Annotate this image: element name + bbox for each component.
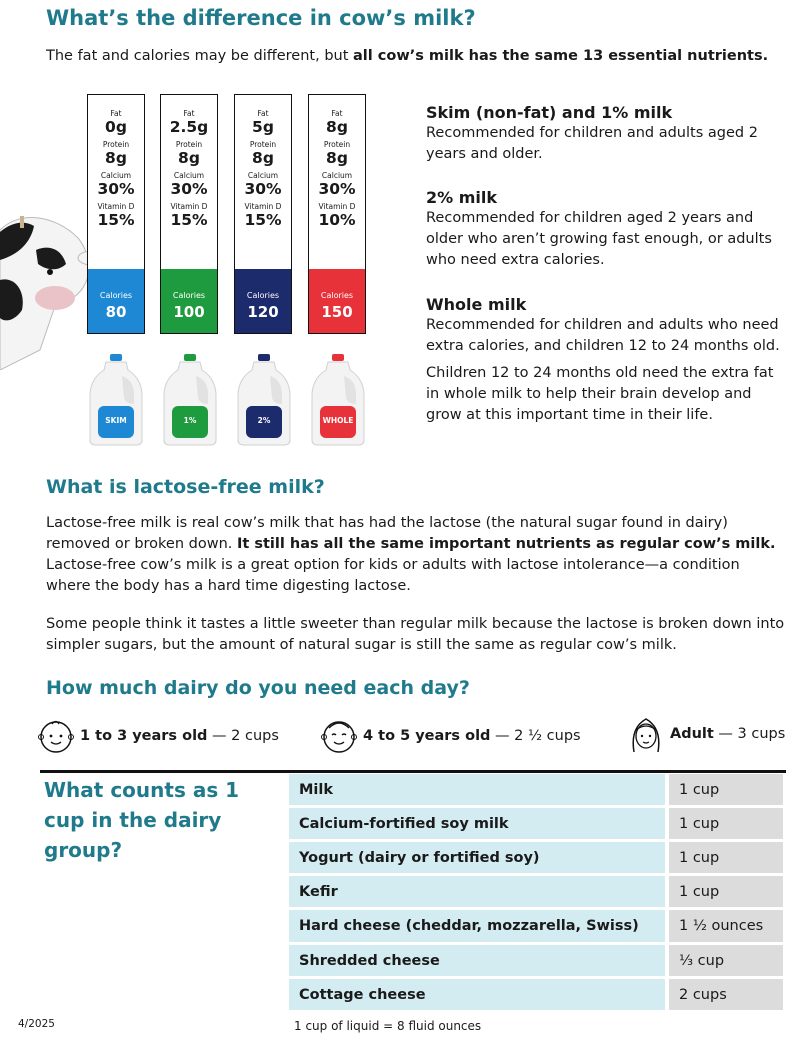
amount-cell: 1 cup (669, 774, 783, 805)
protein-label: Protein (175, 140, 203, 149)
nutrition-column (160, 94, 218, 334)
cup-note: 1 cup of liquid = 8 fluid ounces (294, 1019, 482, 1033)
calories-value: 80 (105, 303, 127, 321)
amount-cell: ⅓ cup (669, 945, 783, 976)
rec-whole: Whole milk Recommended for children and adults who need extra calories, and children 12 to 24 months old. Children 12 to 24 months old need the extra fat in whole milk to help their brain develop and grow at this important time in their life. (426, 295, 780, 423)
lactose-p2: Some people think it tastes a little sweeter than regular milk because the lactose is broken down into simpler sugars, but the amount of natural sugar is still the same as regular cow’s milk. (46, 616, 785, 653)
calories-box (88, 269, 144, 333)
table-row (289, 979, 783, 1010)
calories-label: Calories (246, 291, 280, 300)
footer-date: 4/2025 (18, 1018, 55, 1030)
nutrition-column (87, 94, 145, 334)
protein-value: 8g (326, 149, 348, 167)
calories-value: 100 (173, 303, 205, 321)
calories-value: 120 (247, 303, 279, 321)
amount-cell: 1 cup (669, 808, 783, 839)
jug-label: 2% (257, 416, 271, 425)
calcium-label: Calcium (100, 171, 132, 180)
fat-label: Fat (331, 109, 343, 118)
milk-jug (86, 354, 146, 446)
table-row (289, 774, 783, 805)
food-cell: Kefir (289, 876, 665, 907)
jug-label: 1% (183, 416, 197, 425)
fat-value: 5g (252, 118, 274, 136)
calories-box (309, 269, 365, 333)
rec-2pct: 2% milk Recommended for children aged 2 years and older who aren’t growing fast enough, or adults who need extra calories. (426, 188, 772, 268)
protein-value: 8g (105, 149, 127, 167)
lactose-p1: Lactose-free milk is real cow’s milk that has had the lactose (the natural sugar found in dairy) removed or broken down. It still has all the same important nutrients as regular cow’s milk. Lactose-free cow’s milk is a great option for kids or adults with lactose intolerance—a condition where the body has a hard time digesting lactose. (46, 515, 776, 594)
amount-cell: 2 cups (669, 979, 783, 1010)
section-divider (40, 770, 786, 773)
daily-title: How much dairy do you need each day? (46, 677, 470, 699)
calories-value: 150 (321, 303, 353, 321)
calcium-label: Calcium (247, 171, 279, 180)
jug-label: SKIM (105, 416, 127, 425)
vitamin-d-label: Vitamin D (318, 202, 356, 211)
age-toddler: 1 to 3 years old — 2 cups (36, 716, 279, 756)
nutrition-column (234, 94, 292, 334)
food-cell: Calcium-fortified soy milk (289, 808, 665, 839)
calcium-value: 30% (97, 180, 135, 198)
protein-label: Protein (102, 140, 130, 149)
table-row (289, 910, 783, 942)
vitamin-d-value: 10% (318, 211, 356, 229)
protein-label: Protein (323, 140, 351, 149)
calcium-value: 30% (170, 180, 208, 198)
food-cell: Shredded cheese (289, 945, 665, 976)
toddler-face-icon (36, 716, 76, 756)
calcium-value: 30% (318, 180, 356, 198)
table-row (289, 876, 783, 907)
page-title: What’s the difference in cow’s milk? (46, 6, 476, 30)
adult-face-icon (626, 714, 666, 754)
lactose-title: What is lactose-free milk? (46, 476, 325, 498)
milk-jug (308, 354, 368, 446)
calories-label: Calories (99, 291, 133, 300)
fat-value: 8g (326, 118, 348, 136)
table-row (289, 842, 783, 873)
child-face-icon (319, 716, 359, 756)
milk-jug (160, 354, 220, 446)
vitamin-d-value: 15% (170, 211, 208, 229)
calories-box (161, 269, 217, 333)
rec-skim: Skim (non-fat) and 1% milk Recommended for children and adults aged 2 years and older. (426, 103, 758, 162)
vitamin-d-label: Vitamin D (97, 202, 135, 211)
food-cell: Hard cheese (cheddar, mozzarella, Swiss) (289, 910, 665, 942)
age-adult: Adult — 3 cups (626, 714, 785, 754)
dairy-cup-table (289, 774, 783, 1013)
food-cell: Milk (289, 774, 665, 805)
protein-value: 8g (252, 149, 274, 167)
calcium-value: 30% (244, 180, 282, 198)
nutrition-column (308, 94, 366, 334)
vitamin-d-label: Vitamin D (244, 202, 282, 211)
table-row (289, 808, 783, 839)
vitamin-d-value: 15% (97, 211, 135, 229)
food-cell: Cottage cheese (289, 979, 665, 1010)
amount-cell: 1 cup (669, 842, 783, 873)
protein-label: Protein (249, 140, 277, 149)
fat-value: 0g (105, 118, 127, 136)
intro-text: The fat and calories may be different, but all cow’s milk has the same 13 essential nutrients. (46, 48, 769, 64)
fat-label: Fat (257, 109, 269, 118)
calories-label: Calories (172, 291, 206, 300)
protein-value: 8g (178, 149, 200, 167)
calcium-label: Calcium (321, 171, 353, 180)
calories-box (235, 269, 291, 333)
age-child: 4 to 5 years old — 2 ½ cups (319, 716, 581, 756)
vitamin-d-value: 15% (244, 211, 282, 229)
calcium-label: Calcium (173, 171, 205, 180)
calories-label: Calories (320, 291, 354, 300)
milk-jug (234, 354, 294, 446)
fat-label: Fat (110, 109, 122, 118)
food-cell: Yogurt (dairy or fortified soy) (289, 842, 665, 873)
jug-label: WHOLE (322, 416, 354, 425)
counts-title: What counts as 1 cup in the dairy group? (44, 778, 240, 862)
table-row (289, 945, 783, 976)
fat-label: Fat (183, 109, 195, 118)
vitamin-d-label: Vitamin D (170, 202, 208, 211)
fat-value: 2.5g (169, 118, 209, 136)
amount-cell: 1 cup (669, 876, 783, 907)
amount-cell: 1 ½ ounces (669, 910, 783, 942)
